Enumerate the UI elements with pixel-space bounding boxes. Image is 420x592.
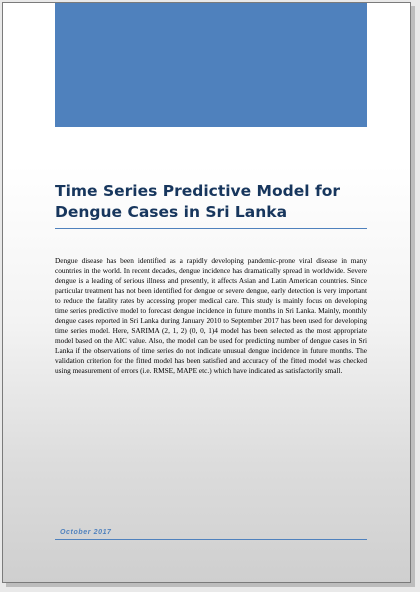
header-color-block	[55, 3, 367, 127]
document-page	[2, 2, 411, 583]
page-shadow-bottom	[6, 583, 415, 587]
document-date: October 2017	[60, 529, 112, 536]
title-divider	[55, 228, 367, 229]
title-line-1: Time Series Predictive Model for	[55, 182, 340, 200]
page-shadow-right	[411, 6, 415, 586]
title-line-2: Dengue Cases in Sri Lanka	[55, 203, 288, 221]
footer-divider	[55, 539, 367, 540]
abstract-paragraph: Dengue disease has been identified as a rapidly developing pandemic-prone viral disease in many countries in the world. In recent decades, dengue incidence has dramatically spread in worldwide. Severe dengue is a leading of serious illness and presently, it affects Asian and Latin American countries. Since particular treatment has not been identified for dengue or severe dengue, early detection is very important to reduce the fatality rates by accessing proper medical care. This study is mainly focus on developing time series predictive model to forecast dengue incidence in future months in Sri Lanka. Mainly, monthly dengue cases reported in Sri Lanka during January 2010 to September 2017 has been used for developing time series model. Here, SARIMA (2, 1, 2) (0, 0, 1)4 model has been selected as the most appropriate model based on the AIC value. Also, the model can be used for predicting number of dengue cases in Sri Lanka if the observations of time series do not indicate unusual dengue incidence in future months. The validation criterion for the fitted model has been satisfied and accuracy of the fitted model was checked using measurement of errors (i.e. RMSE, MAPE etc.) which have indicated as satisfactorily small.	[55, 256, 367, 375]
document-title	[55, 181, 367, 223]
